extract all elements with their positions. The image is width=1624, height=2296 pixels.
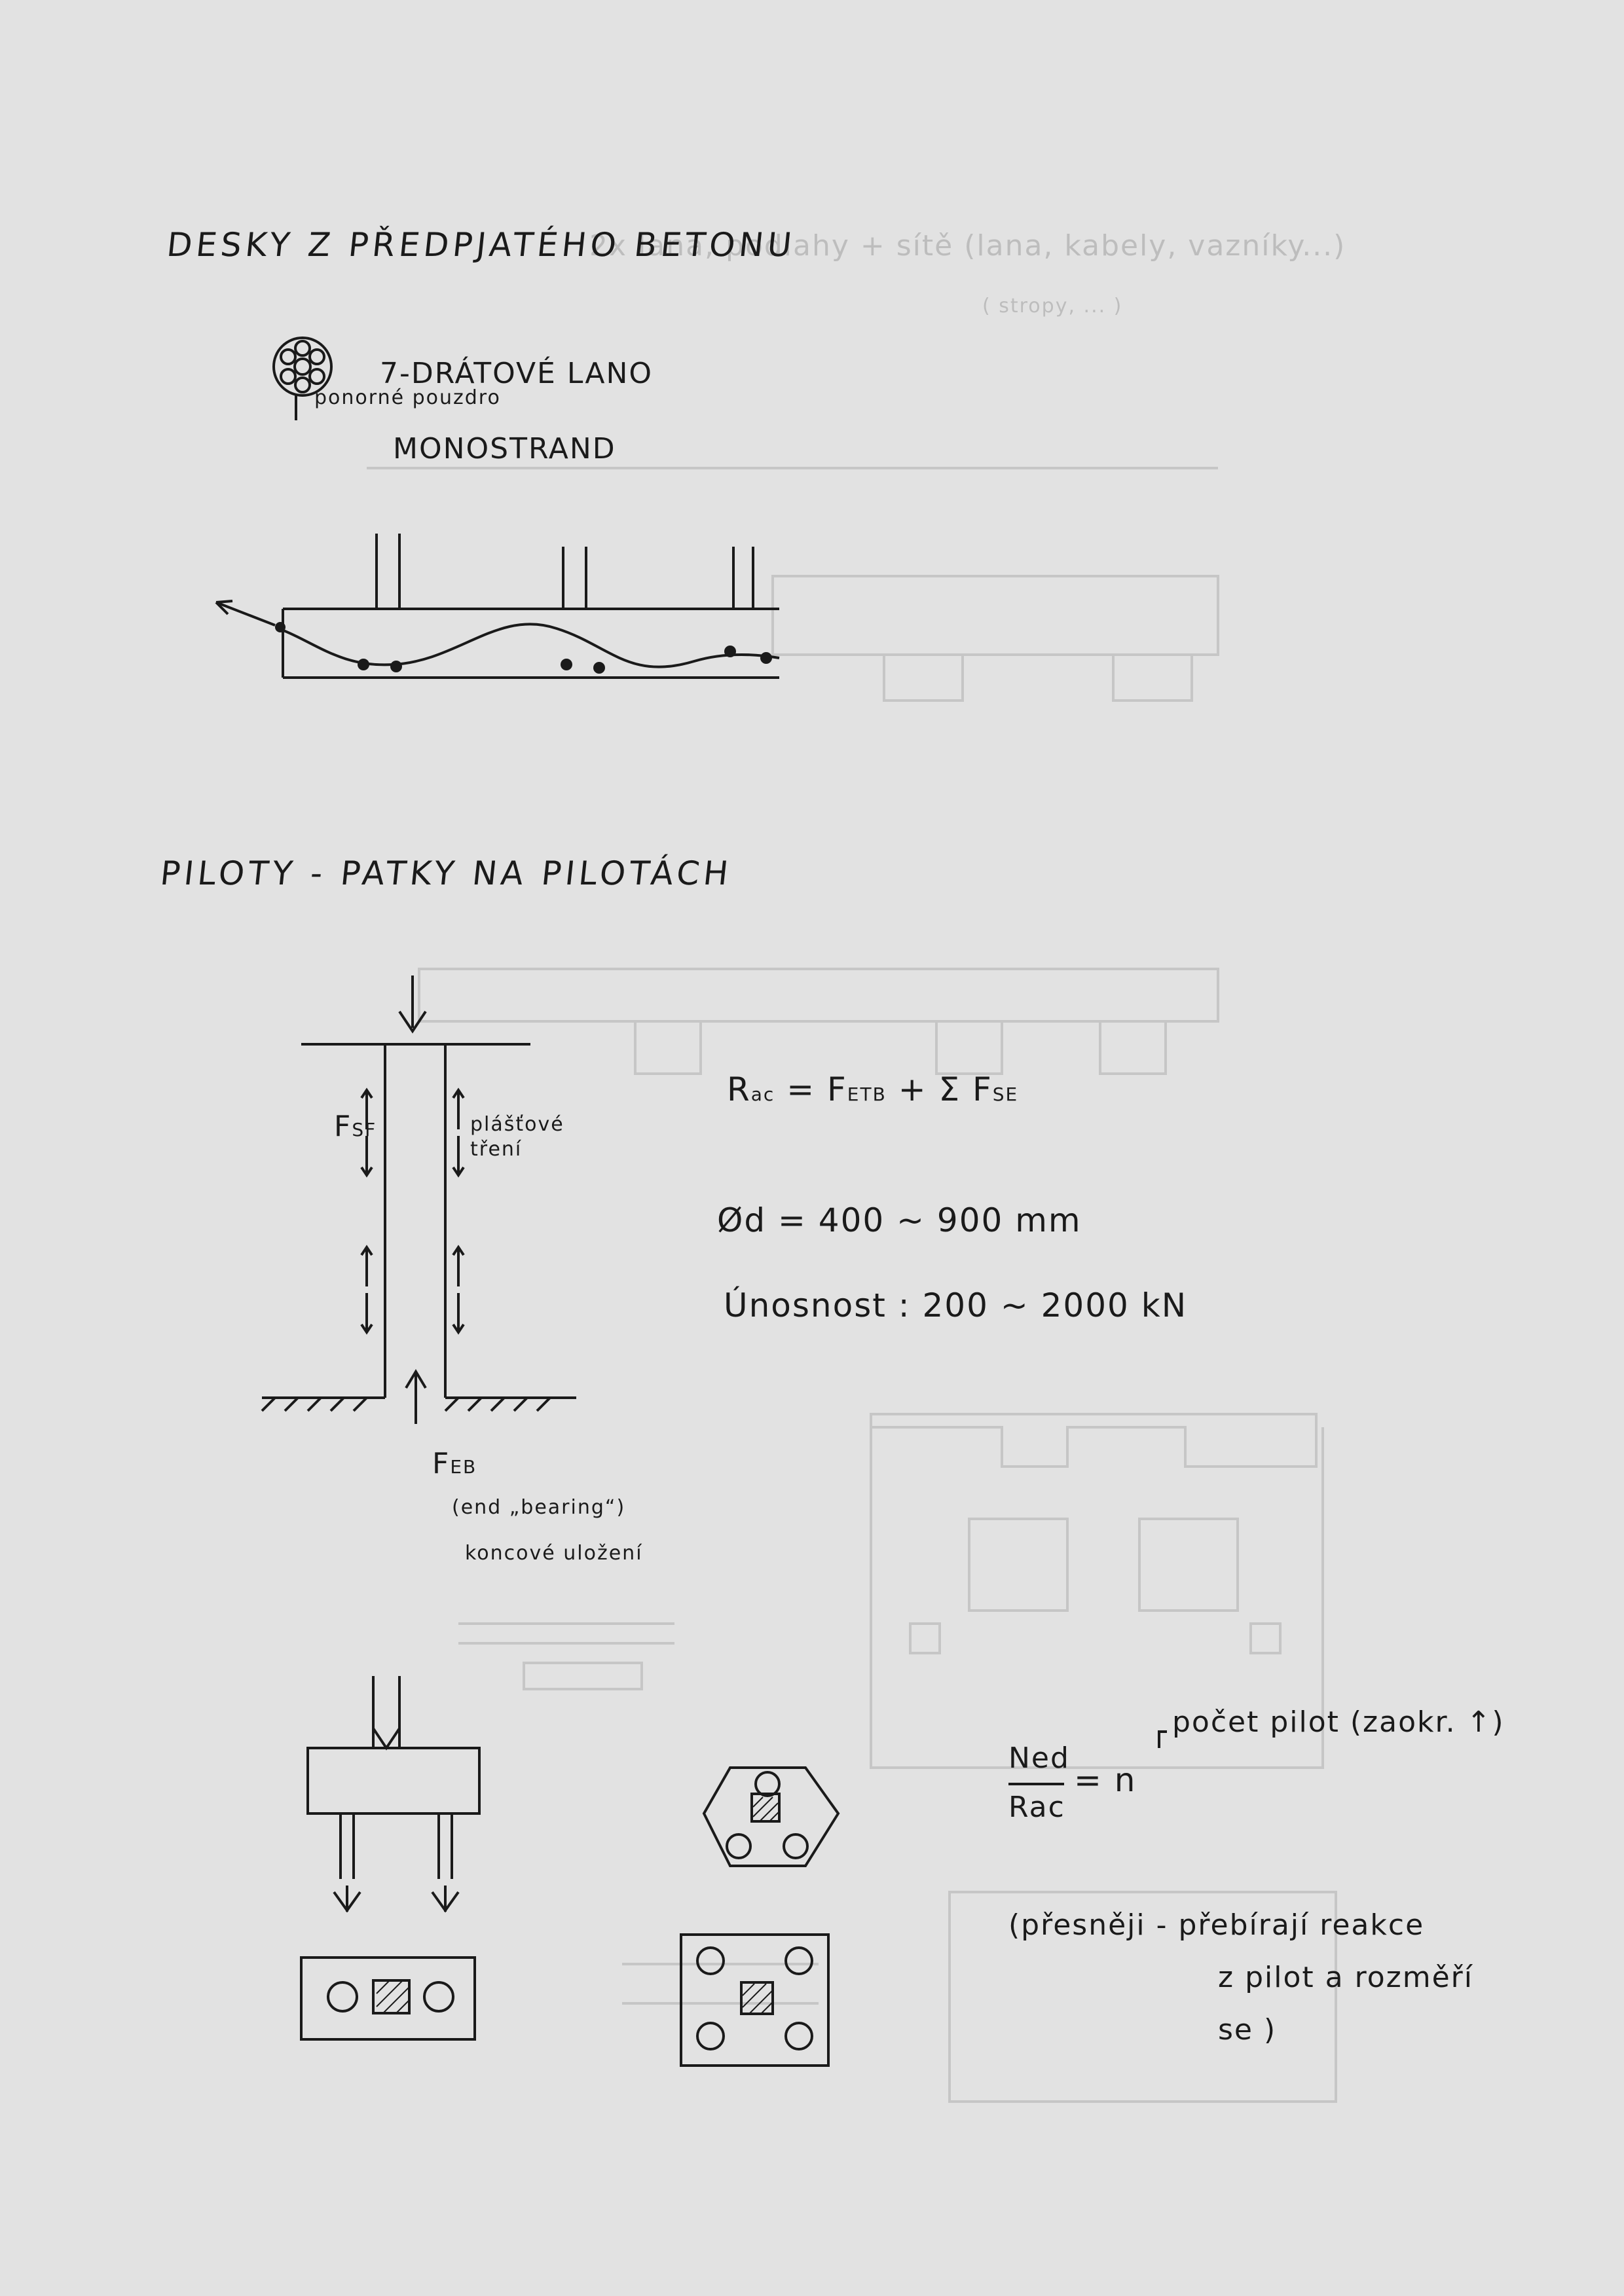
feb-label: FEB	[432, 1447, 477, 1480]
ghost-note-2: ( stropy, ... )	[982, 295, 1123, 318]
column-hatch-1	[377, 1980, 409, 2013]
strand-type: MONOSTRAND	[393, 432, 616, 465]
ghost-note-1: 2x lana, podlahy + sítě (lana, kabely, vazníky...)	[589, 229, 1346, 263]
fsf-label: FSF	[334, 1110, 377, 1143]
ratio-note: počet pilot (zaokr. ↑)	[1172, 1705, 1505, 1739]
tendon-anchor-dots	[275, 622, 772, 674]
ratio-leader-line	[1159, 1732, 1167, 1748]
capacity-formula: Rac = FETB + Σ FSE	[727, 1070, 1019, 1108]
skin-friction-note-2: tření	[470, 1138, 523, 1161]
ratio-denominator: Rac	[1008, 1791, 1065, 1824]
strand-sublabel: ponorné pouzdro	[314, 386, 501, 409]
strand-label: 7-DRÁTOVÉ LANO	[380, 357, 654, 390]
column-hatch-2	[753, 1797, 779, 1821]
remark-line-1: (přesněji - přebírají reakce	[1008, 1908, 1425, 1942]
four-pile-cap-sketch	[681, 1935, 828, 2066]
pile-cap-sketch	[301, 1676, 479, 2039]
pile-diameter: Ød = 400 ~ 900 mm	[717, 1201, 1082, 1239]
pile-capacity: Únosnost : 200 ~ 2000 kN	[724, 1286, 1188, 1324]
section-title-piles: PILOTY - PATKY NA PILOTÁCH	[158, 854, 734, 892]
end-bearing-note-cz: koncové uložení	[465, 1542, 643, 1565]
ratio-equals: = n	[1074, 1761, 1137, 1799]
ratio-numerator: Ned	[1008, 1741, 1070, 1775]
remark-line-2: z pilot a rozměří	[1218, 1961, 1473, 1994]
section-title-slabs: DESKY Z PŘEDPJATÉHO BETONU	[164, 226, 798, 264]
tendon-slab-sketch	[216, 534, 779, 678]
end-bearing-note: (end „bearing“)	[452, 1496, 626, 1519]
skin-friction-note-1: plášťové	[470, 1113, 564, 1136]
three-pile-cap-sketch	[704, 1768, 838, 1866]
column-hatch-3	[743, 1984, 773, 2014]
ghost-drawings	[367, 468, 1336, 2102]
single-pile-sketch	[262, 975, 576, 1424]
remark-line-3: se )	[1218, 2013, 1277, 2047]
